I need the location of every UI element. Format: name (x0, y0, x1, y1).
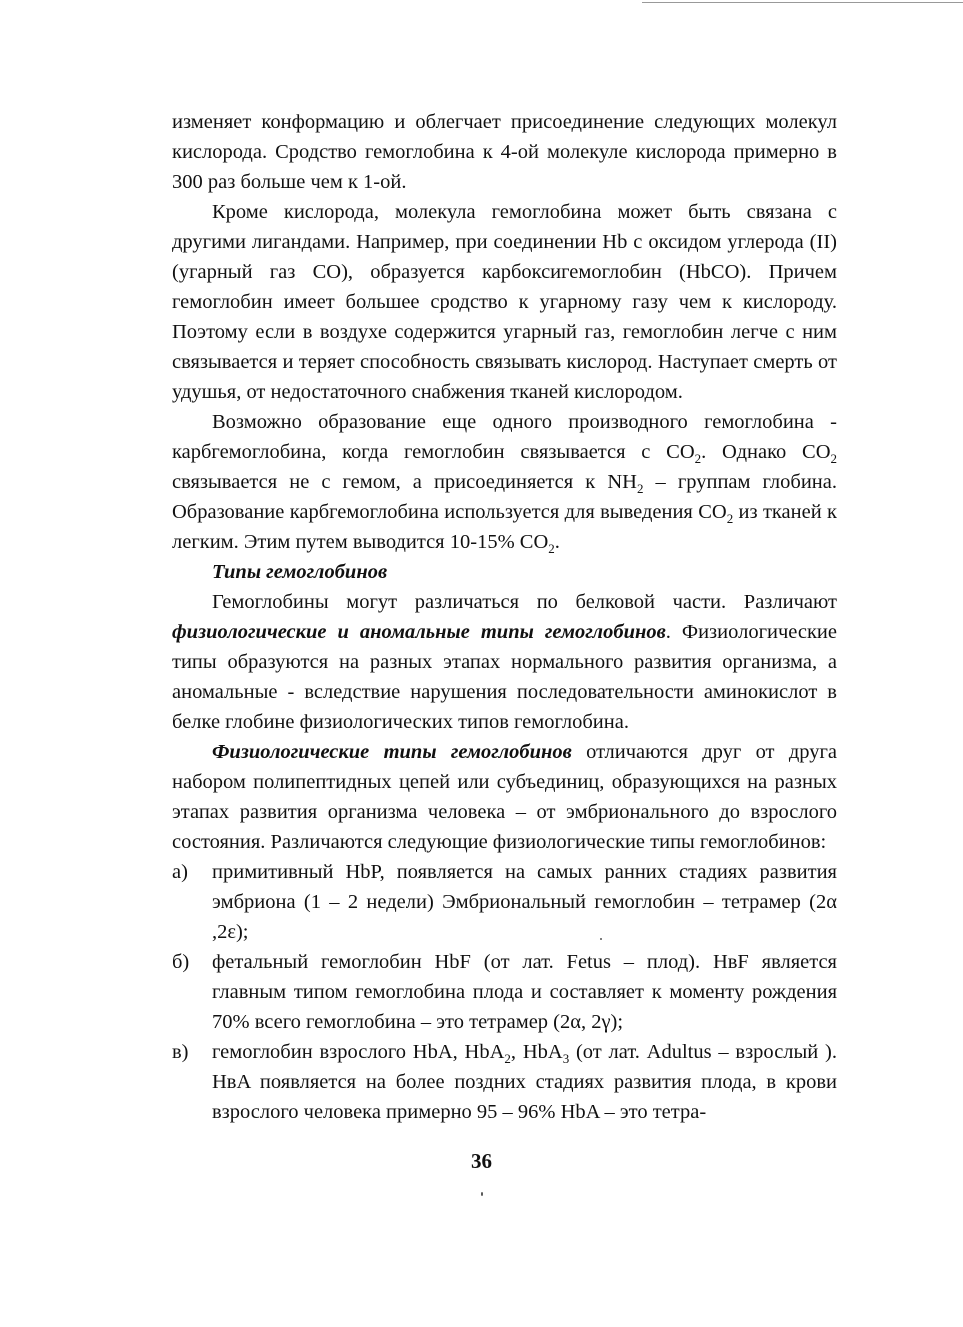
paragraph-physiological (172, 737, 837, 857)
page-body (172, 107, 837, 1127)
list-marker: а) (172, 861, 188, 883)
subscript: 2 (694, 451, 702, 466)
paragraph-ligands: Кроме кислорода, молекула гемоглобина может быть связана с другими лигандами. Например, при соединении Hb с оксидом углерода (II) (угарный газ CO), образуется карбоксигемоглобин (HbCO). Причем гемоглобин имеет большее сродство к угарному газу чем к кислороду. Поэтому если в воздухе содержится угарный газ, гемоглобин легче с ним связывается и теряет способность связывать кислород. Наступает смерть от удушья, от недостаточного снабжения тканей кислородом. (172, 201, 837, 403)
text-run: . Однако CO (701, 441, 831, 463)
text-run: . (554, 531, 560, 553)
list-marker: в) (172, 1041, 189, 1063)
paragraph-carbhemoglobin (172, 407, 837, 557)
text-run: , HbA (510, 1041, 563, 1063)
list-item (172, 1037, 837, 1127)
page-number: 36 (471, 1149, 492, 1173)
emphasis-text: физиологические и аномальные типы гемоглобинов (172, 621, 666, 643)
paragraph-continuation: изменяет конформацию и облегчает присоединение следующих молекул кислорода. Сродство гемоглобина к 4-ой молекуле кислорода примерно в 300 раз больше чем к 1-ой. (172, 111, 837, 193)
subscript: 2 (504, 1051, 511, 1066)
text-run: гемоглобин взрослого HbA, HbA (212, 1041, 505, 1063)
text-run: отличаются друг от друга набором полипептидных цепей или субъединиц, образующихся на разных этапах развития организма человека – от эмбрионального до взрослого состояния. Различаются следующие физиологические типы гемоглобинов: (172, 741, 837, 853)
text-run: – группам глобина. Образование карбгемоглобина используется для выведения CO (172, 471, 838, 523)
text-run: связывается не с гемом, а присоединяется к NH (172, 471, 637, 493)
scan-speck (481, 1192, 483, 1196)
subscript: 3 (562, 1051, 570, 1066)
subscript: 2 (548, 541, 555, 556)
paragraph-types (172, 587, 837, 737)
text-run: Возможно образование еще одного производного гемоглобина - карбгемоглобина, когда гемоглобин связывается с CO (172, 411, 837, 463)
subscript: 2 (636, 481, 644, 496)
list-marker: б) (172, 951, 190, 973)
list-item (172, 947, 837, 1037)
emphasis-text: Физиологические типы гемоглобинов (212, 741, 572, 763)
scan-speck (600, 938, 602, 940)
top-scan-rule (642, 2, 963, 3)
text-run: Гемоглобины могут различаться по белковой части. Различают (212, 591, 837, 613)
text-run: . Физиологические типы образуются на разных этапах нормального развития организма, а аномальные - вследствие нарушения последовательности аминокислот в белке глобине физиологических типов гемоглобина. (172, 621, 837, 733)
text-run: (от лат. Adultus – взрослый ). HвA появляется на более поздних стадиях развития плода, в крови взрослого человека примерно 95 – 96% HbA – это тетра- (212, 1041, 838, 1123)
subscript: 2 (726, 511, 734, 526)
section-heading: Типы гемоглобинов (212, 561, 388, 583)
list-item-text: фетальный гемоглобин HbF (от лат. Fetus – плод). HвF является главным типом гемоглобина плода и составляет к моменту рождения 70% всего гемоглобина – это тетрамер (2α, 2γ); (212, 951, 837, 1033)
hemoglobin-types-list (172, 857, 837, 1127)
list-item-text: примитивный HbP, появляется на самых ранних стадиях развития эмбриона (1 – 2 недели) Эмбриональный гемоглобин – тетрамер (2α ,2ε); (212, 861, 837, 943)
list-item (172, 857, 837, 947)
subscript: 2 (830, 451, 837, 466)
text-run: из тканей к легким. Этим путем выводится 10-15% CO (172, 501, 837, 553)
